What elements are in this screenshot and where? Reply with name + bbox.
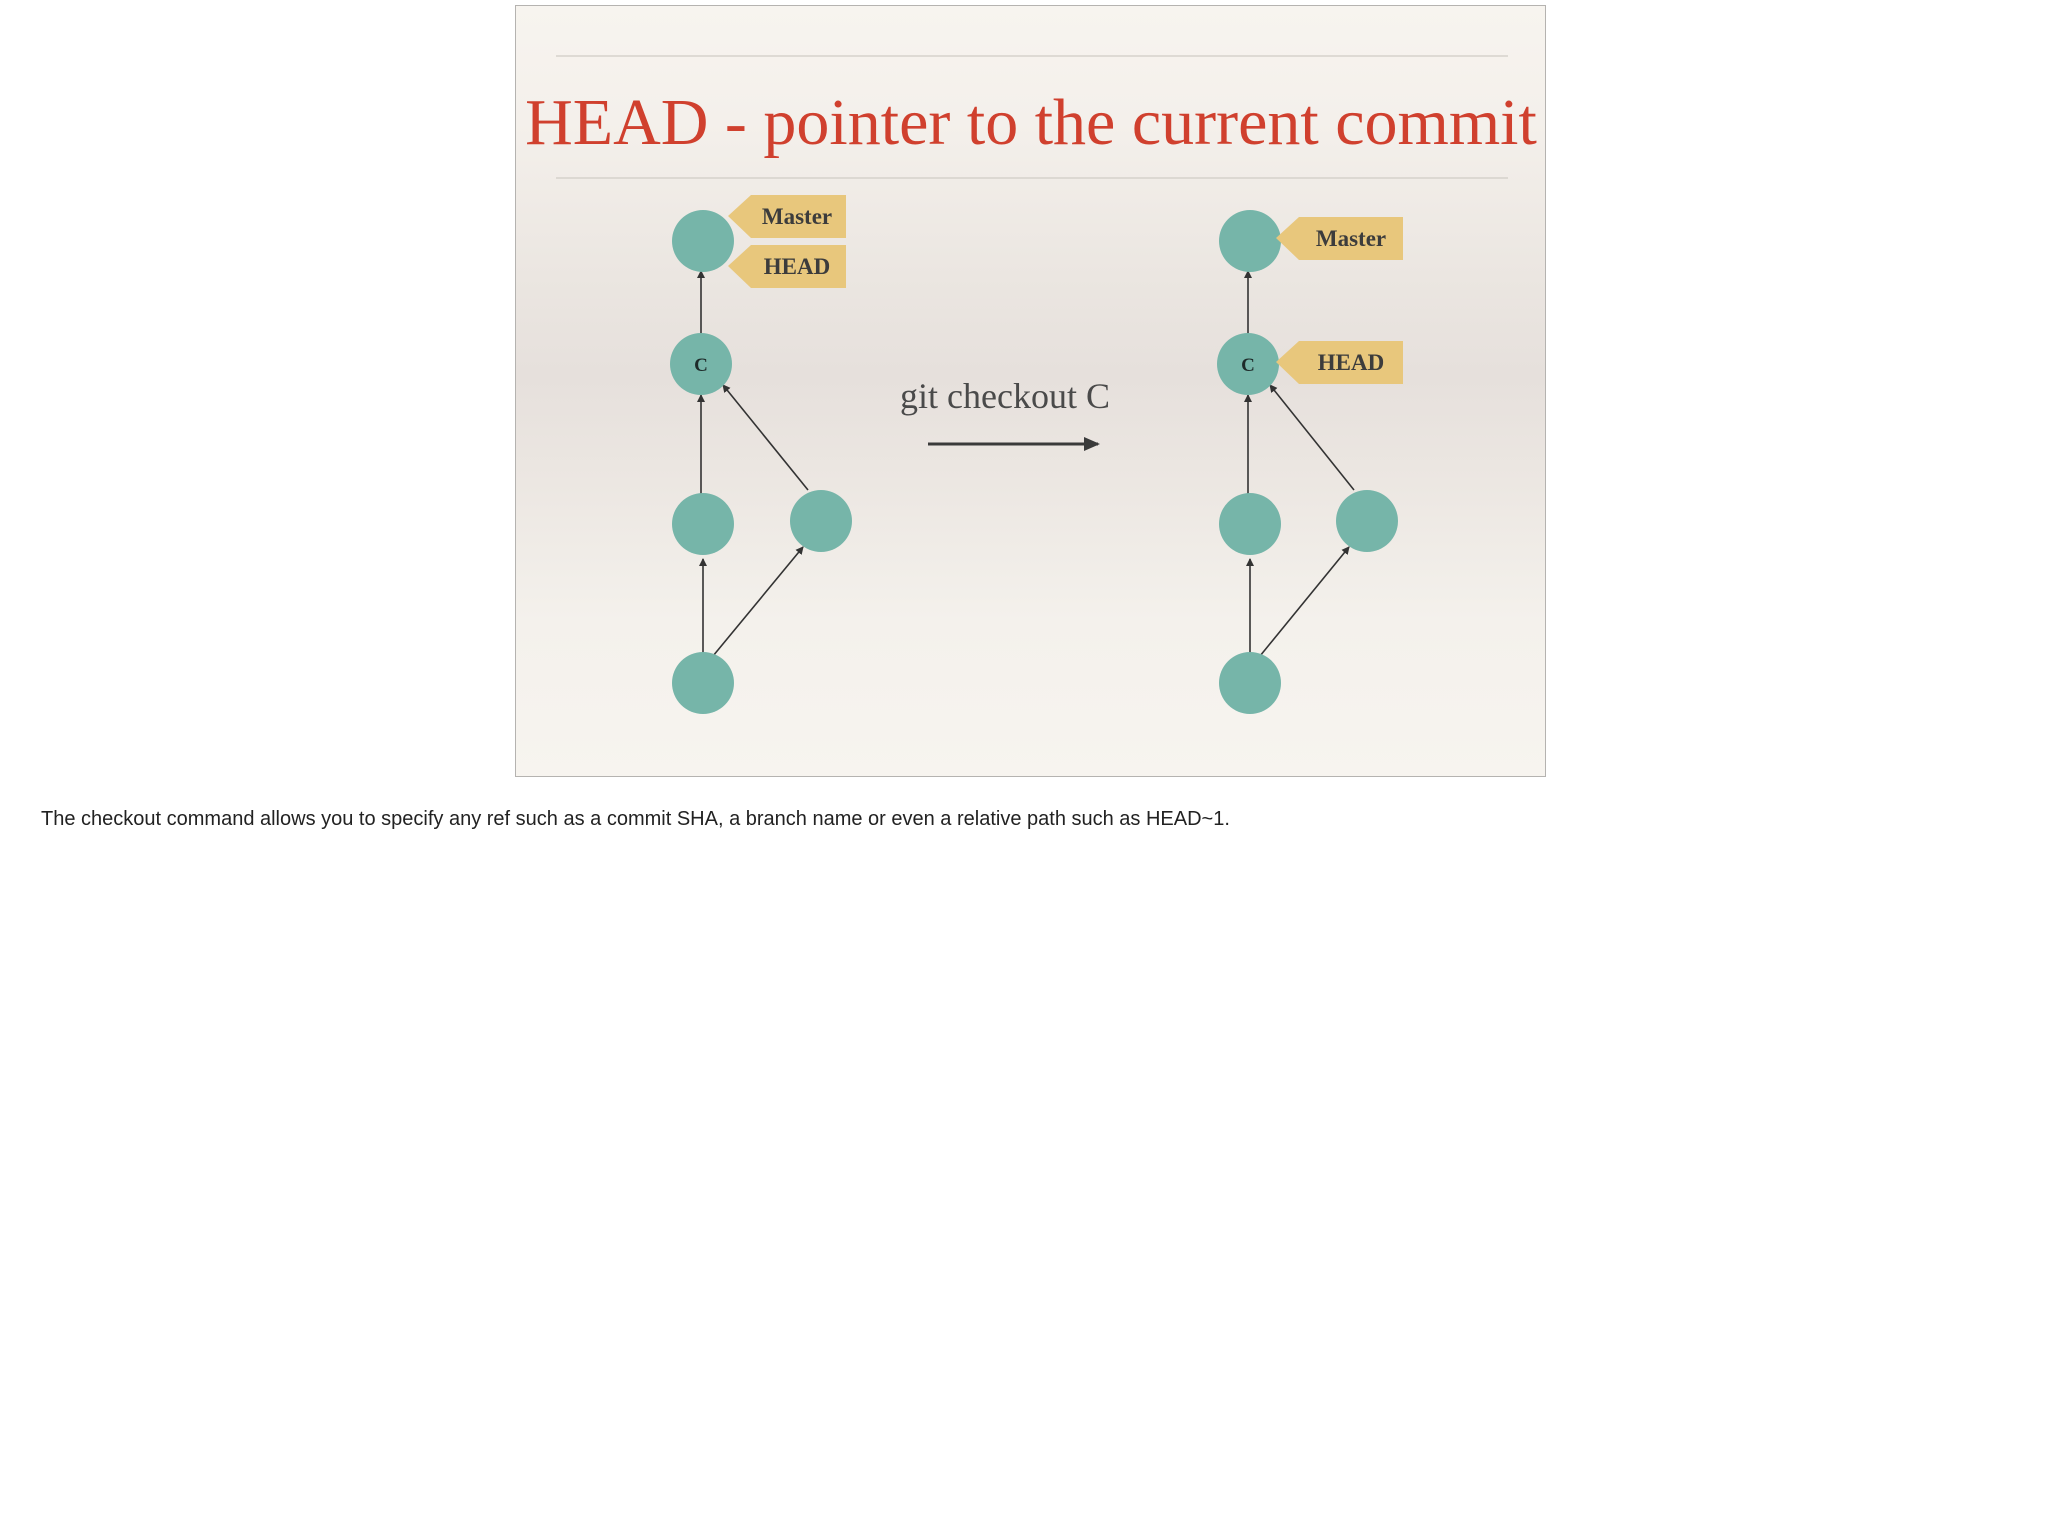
- after-edge-bottom-to-side: [1260, 547, 1349, 656]
- after-node-c-label: C: [1241, 355, 1255, 376]
- after-node-mid: [1219, 493, 1281, 555]
- before-node-side: [790, 490, 852, 552]
- after-node-bottom: [1219, 652, 1281, 714]
- before-node-bottom: [672, 652, 734, 714]
- after-head-tag-label: HEAD: [1317, 350, 1385, 375]
- command-text: git checkout C: [900, 376, 1110, 416]
- slide-title: HEAD - pointer to the current commit: [525, 86, 1537, 159]
- before-node-c-label: C: [694, 355, 708, 376]
- slide: [515, 5, 1546, 777]
- after-edge-side-to-c: [1270, 385, 1354, 490]
- after-graph: [1217, 210, 1403, 714]
- slide-canvas: [516, 6, 1546, 777]
- before-master-tag-label: Master: [761, 204, 833, 229]
- slide-caption: The checkout command allows you to specify any ref such as a commit SHA, a branch name or even a relative path such as HEAD~1.: [41, 808, 1230, 830]
- before-node-top: [672, 210, 734, 272]
- after-master-tag-label: Master: [1315, 226, 1387, 251]
- before-edge-side-to-c: [723, 385, 808, 490]
- before-head-tag-label: HEAD: [763, 254, 831, 279]
- before-node-mid: [672, 493, 734, 555]
- after-node-top: [1219, 210, 1281, 272]
- after-node-side: [1336, 490, 1398, 552]
- before-graph: [670, 195, 852, 714]
- before-edge-bottom-to-side: [713, 547, 803, 656]
